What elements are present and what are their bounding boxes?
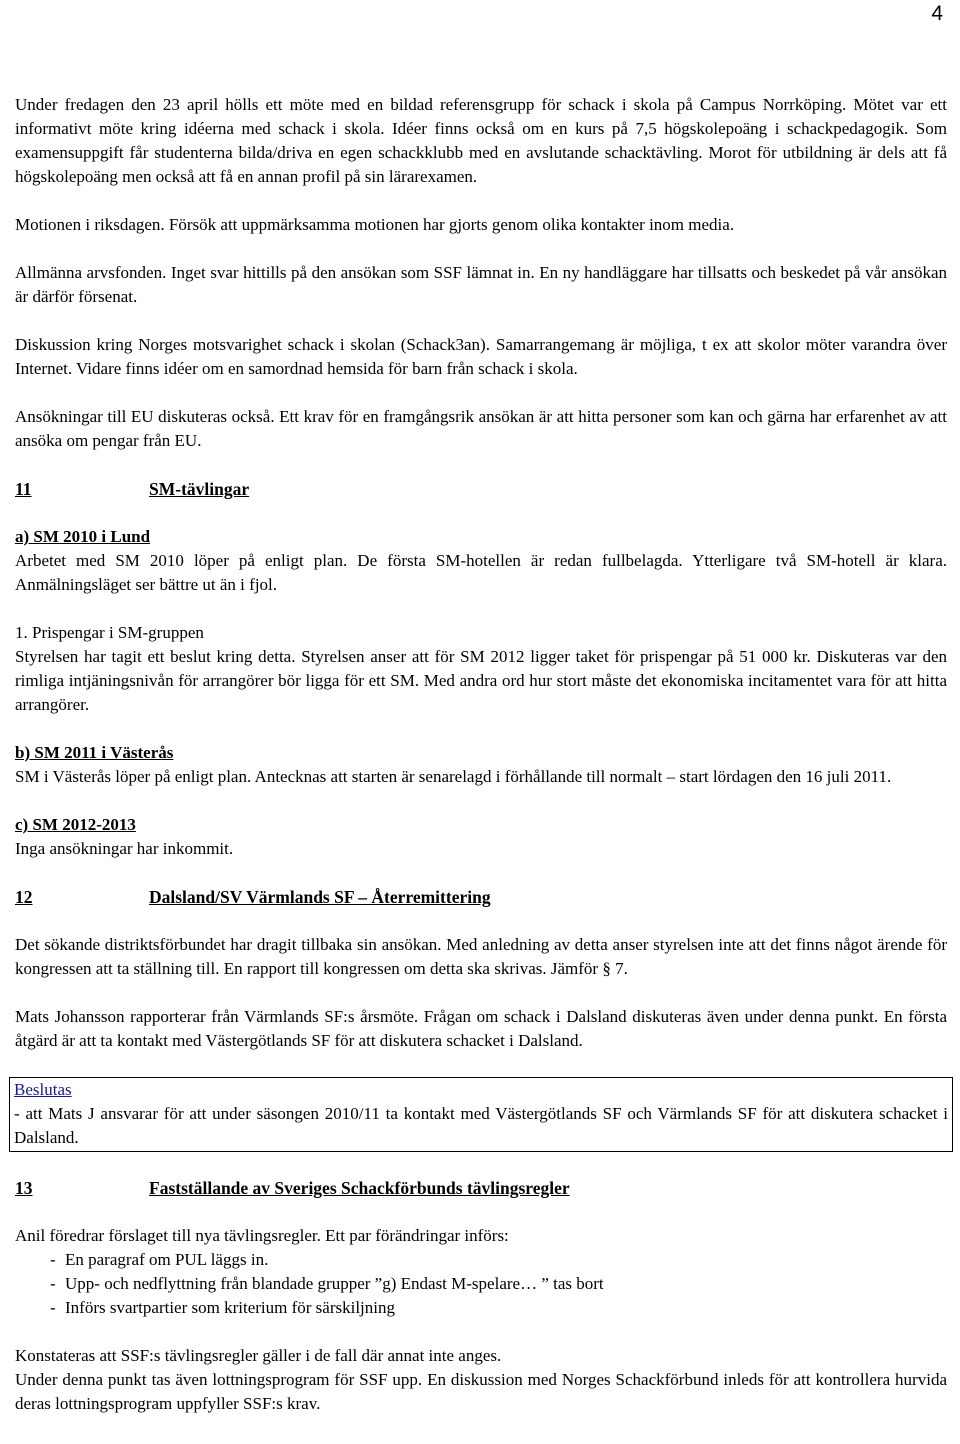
subsection-c-text: Inga ansökningar har inkommit.	[15, 839, 234, 858]
paragraph-arvsfonden: Allmänna arvsfonden. Inget svar hittills på den ansökan som SSF lämnat in. En ny handläggare har tillsatts och beskedet på vår ansökan är därför försenat.	[15, 263, 947, 306]
paragraph-eu-ansokningar: Ansökningar till EU diskuteras också. Ett krav för en framgångsrik ansökan är att hitta personer som kan och gärna har erfarenhet av att ansöka om pengar från EU.	[15, 407, 947, 450]
paragraph-campus-norrkoping: Under fredagen den 23 april hölls ett möte med en bildad referensgrupp för schack i skola på Campus Norrköping. Mötet var ett informativt möte kring idéerna med schack i skola. Idéer finns också om en kurs på 7,5 högskolepoäng i schackpedagogik. Som examensuppgift får studenterna bilda/driva en egen schackklubb med en avslutande schacktävling. Morot för utbildning är dels att få högskolepoäng men också att få en annan profil på sin lärarexamen.	[15, 95, 947, 186]
subsection-c-title: c) SM 2012-2013	[15, 815, 136, 834]
section-12-heading	[15, 885, 947, 909]
section-13-paragraph-1: Konstateras att SSF:s tävlingsregler gäller i de fall där annat inte anges.	[15, 1346, 502, 1365]
paragraph-norges-schack3an: Diskussion kring Norges motsvarighet schack i skolan (Schack3an). Samarrangemang är möjliga, t ex att skolor möter varandra över Internet. Vidare finns idéer om en samordnad hemsida för barn från schack i skola.	[15, 335, 947, 378]
section-title: Fastställande av Sveriges Schackförbunds tävlingsregler	[149, 1178, 570, 1198]
section-11-heading	[15, 477, 947, 501]
changes-list	[15, 1248, 947, 1320]
section-number: 13	[15, 1178, 33, 1198]
page-number: 4	[931, 2, 943, 25]
prize-money-text: Styrelsen har tagit ett beslut kring detta. Styrelsen anser att för SM 2012 ligger taket för prispengar på 51 000 kr. Diskuteras var den rimliga intjäningsnivån för arrangörer bör ligga för ett SM. Med andra ord hur stort måste det ekonomiska incitamentet vara för att hitta arrangörer.	[15, 647, 947, 714]
section-title: SM-tävlingar	[149, 479, 250, 499]
section-13-heading	[15, 1176, 947, 1200]
decision-text: - att Mats J ansvarar för att under säsongen 2010/11 ta kontakt med Västergötlands SF och Värmlands SF för att diskutera schacket i Dalsland.	[14, 1104, 948, 1147]
section-13-paragraph-2: Under denna punkt tas även lottningsprogram för SSF upp. En diskussion med Norges Schackförbund inleds för att kontrollera hurvida deras lottningsprogram uppfyller SSF:s krav.	[15, 1370, 947, 1413]
decision-label: Beslutas	[14, 1080, 72, 1099]
section-12-paragraph-2: Mats Johansson rapporterar från Värmlands SF:s årsmöte. Frågan om schack i Dalsland diskuteras även under denna punkt. En första åtgärd är att ta kontakt med Västergötlands SF för att diskutera schacket i Dalsland.	[15, 1007, 947, 1050]
section-12-paragraph-1: Det sökande distriktsförbundet har dragit tillbaka sin ansökan. Med anledning av detta anser styrelsen inte att det finns något ärende för kongressen att ta ställning till. En rapport till kongressen om detta ska skrivas. Jämför § 7.	[15, 935, 947, 978]
section-title: Dalsland/SV Värmlands SF – Återremittering	[149, 887, 491, 907]
section-13-intro: Anil föredrar förslaget till nya tävlingsregler. Ett par förändringar införs:	[15, 1226, 509, 1245]
section-number: 11	[15, 479, 32, 499]
list-item: - En paragraf om PUL läggs in.	[50, 1250, 269, 1269]
subsection-b-title: b) SM 2011 i Västerås	[15, 743, 174, 762]
document-body	[15, 93, 947, 1416]
prize-money-title: 1. Prispengar i SM-gruppen	[15, 623, 204, 642]
paragraph-riksdagen: Motionen i riksdagen. Försök att uppmärksamma motionen har gjorts genom olika kontakter inom media.	[15, 215, 735, 234]
decision-box	[9, 1077, 953, 1152]
list-item: - Införs svartpartier som kriterium för särskiljning	[50, 1298, 396, 1317]
subsection-a-title: a) SM 2010 i Lund	[15, 527, 151, 546]
subsection-a-text: Arbetet med SM 2010 löper på enligt plan. De första SM-hotellen är redan fullbelagda. Ytterligare två SM-hotell är klara. Anmälningsläget ser bättre ut än i fjol.	[15, 551, 947, 594]
section-number: 12	[15, 887, 33, 907]
subsection-b-text: SM i Västerås löper på enligt plan. Antecknas att starten är senarelagd i förhållande till normalt – start lördagen den 16 juli 2011.	[15, 767, 892, 786]
list-item: - Upp- och nedflyttning från blandade grupper ”g) Endast M-spelare… ” tas bort	[50, 1274, 604, 1293]
